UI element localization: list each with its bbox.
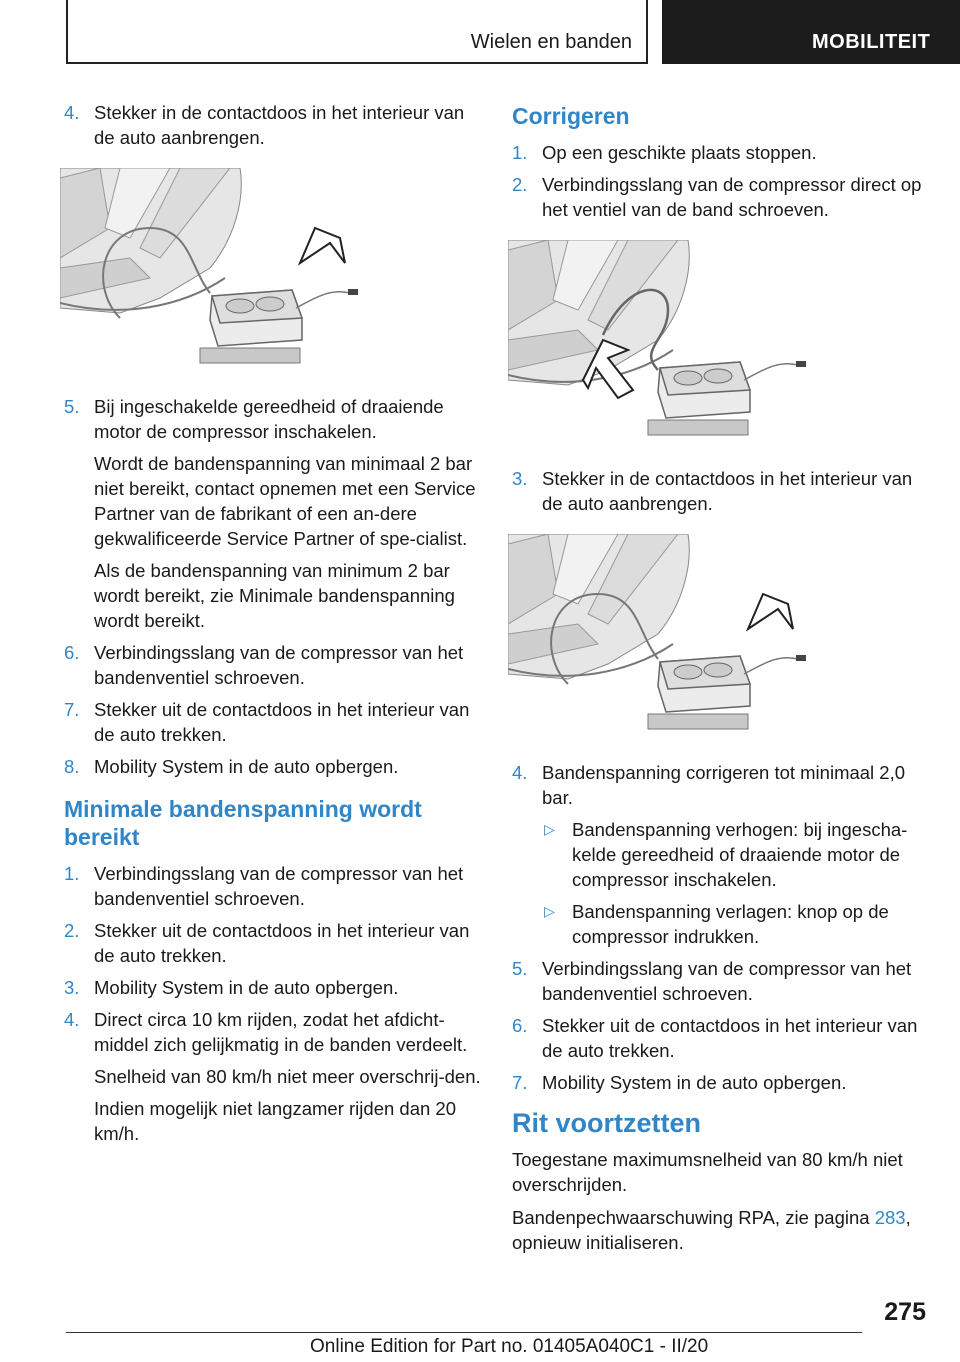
- step-item: [512, 956, 932, 1006]
- compressor-valve-image: [508, 240, 818, 440]
- step-note: Als de bandenspanning van minimum 2 bar wordt bereikt, zie Minimale bandenspanning wordt bereikt.: [94, 560, 455, 631]
- body-text: , opnieuw initialiseren.: [512, 1207, 911, 1253]
- left-column: [64, 100, 484, 1153]
- step-number: 5.: [64, 396, 80, 417]
- step-text: Verbindingsslang van de compressor van het bandenventiel schroeven.: [542, 958, 912, 1004]
- step-number: 6.: [512, 1015, 528, 1036]
- step-item: [64, 754, 484, 779]
- step-number: 6.: [64, 642, 80, 663]
- step-text: Bandenspanning corrigeren tot minimaal 2,0 bar.: [542, 762, 906, 808]
- compressor-plug-image: [508, 534, 818, 734]
- body-paragraph: [512, 1205, 932, 1255]
- footer-edition: Online Edition for Part no. 01405A040C1 - II/20: [310, 1336, 709, 1357]
- section-heading: Corrigeren: [512, 103, 630, 129]
- sub-step-item: [512, 899, 932, 949]
- step-item: [64, 100, 484, 150]
- step-item: [64, 640, 484, 690]
- step-text: Mobility System in de auto opbergen.: [94, 977, 399, 998]
- step-number: 3.: [64, 977, 80, 998]
- step-number: 5.: [512, 958, 528, 979]
- step-item: [64, 1007, 484, 1057]
- step-text: Stekker uit de contactdoos in het interieur van de auto trekken.: [542, 1015, 918, 1061]
- step-text: Stekker uit de contactdoos in het interieur van de auto trekken.: [94, 920, 470, 966]
- sub-step-text: Bandenspanning verlagen: knop op de compressor indrukken.: [572, 901, 889, 947]
- step-number: 3.: [512, 468, 528, 489]
- header-chapter-tab: [662, 0, 960, 64]
- step-number: 7.: [64, 699, 80, 720]
- compressor-plug-image: [60, 168, 370, 368]
- step-text: Stekker in de contactdoos in het interieur van de auto aanbrengen.: [542, 468, 913, 514]
- step-note: Wordt de bandenspanning van minimaal 2 bar niet bereikt, contact opnemen met een Service Partner van de fabrikant of een an-dere gekwalificeerde Service Partner of spe-cialist.: [94, 453, 476, 549]
- step-item: [64, 394, 484, 444]
- step-item: [512, 760, 932, 810]
- triangle-bullet-icon: ▷: [544, 821, 555, 837]
- step-text: Mobility System in de auto opbergen.: [542, 1072, 847, 1093]
- step-text: Verbindingsslang van de compressor direct op het ventiel van de band schroeven.: [542, 174, 922, 220]
- step-item: [512, 466, 932, 516]
- right-column: [512, 100, 932, 1263]
- step-number: 7.: [512, 1072, 528, 1093]
- sub-step-text: Bandenspanning verhogen: bij ingescha-kelde gereedheid of draaiende motor de compressor inschakelen.: [572, 819, 908, 890]
- step-number: 4.: [64, 1009, 80, 1030]
- step-item: [64, 918, 484, 968]
- step-item: [512, 172, 932, 222]
- step-text: Verbindingsslang van de compressor van het bandenventiel schroeven.: [94, 863, 464, 909]
- step-item: [64, 861, 484, 911]
- step-number: 4.: [512, 762, 528, 783]
- body-paragraph: Toegestane maximumsnelheid van 80 km/h niet overschrijden.: [512, 1149, 903, 1195]
- footer-divider: [66, 1332, 862, 1333]
- step-number: 1.: [512, 142, 528, 163]
- header-chapter-label: MOBILITEIT: [812, 31, 931, 53]
- step-text: Stekker uit de contactdoos in het interieur van de auto trekken.: [94, 699, 470, 745]
- step-text: Stekker in de contactdoos in het interieur van de auto aanbrengen.: [94, 102, 465, 148]
- step-note: Indien mogelijk niet langzamer rijden dan 20 km/h.: [94, 1098, 456, 1144]
- step-text: Verbindingsslang van de compressor van het bandenventiel schroeven.: [94, 642, 464, 688]
- triangle-bullet-icon: ▷: [544, 903, 555, 919]
- step-text: Mobility System in de auto opbergen.: [94, 756, 399, 777]
- step-note: Snelheid van 80 km/h niet meer overschrij-den.: [94, 1066, 481, 1087]
- step-item: [512, 1013, 932, 1063]
- section-heading-large: Rit voortzetten: [512, 1108, 701, 1138]
- step-item: [512, 1070, 932, 1095]
- page-number: 275: [884, 1298, 926, 1326]
- step-text: Direct circa 10 km rijden, zodat het afdicht-middel zich gelijkmatig in de banden verdeelt.: [94, 1009, 468, 1055]
- compressor-plug-illustration: [508, 534, 818, 734]
- body-text: Bandenpechwaarschuwing RPA, zie pagina: [512, 1207, 875, 1228]
- compressor-plug-illustration: [60, 168, 370, 368]
- step-item: [64, 697, 484, 747]
- header-section-title: Wielen en banden: [470, 31, 632, 53]
- page-reference-link[interactable]: 283: [874, 1207, 906, 1228]
- step-text: Op een geschikte plaats stoppen.: [542, 142, 817, 163]
- step-item: [512, 140, 932, 165]
- header-section-box: [66, 0, 648, 64]
- step-number: 2.: [64, 920, 80, 941]
- step-text: Bij ingeschakelde gereedheid of draaiende motor de compressor inschakelen.: [94, 396, 444, 442]
- step-item: [64, 975, 484, 1000]
- section-heading: Minimale bandenspanning wordt bereikt: [64, 796, 422, 850]
- step-number: 4.: [64, 102, 80, 123]
- sub-step-item: [512, 817, 932, 892]
- step-number: 1.: [64, 863, 80, 884]
- compressor-valve-illustration: [508, 240, 818, 440]
- step-number: 8.: [64, 756, 80, 777]
- step-number: 2.: [512, 174, 528, 195]
